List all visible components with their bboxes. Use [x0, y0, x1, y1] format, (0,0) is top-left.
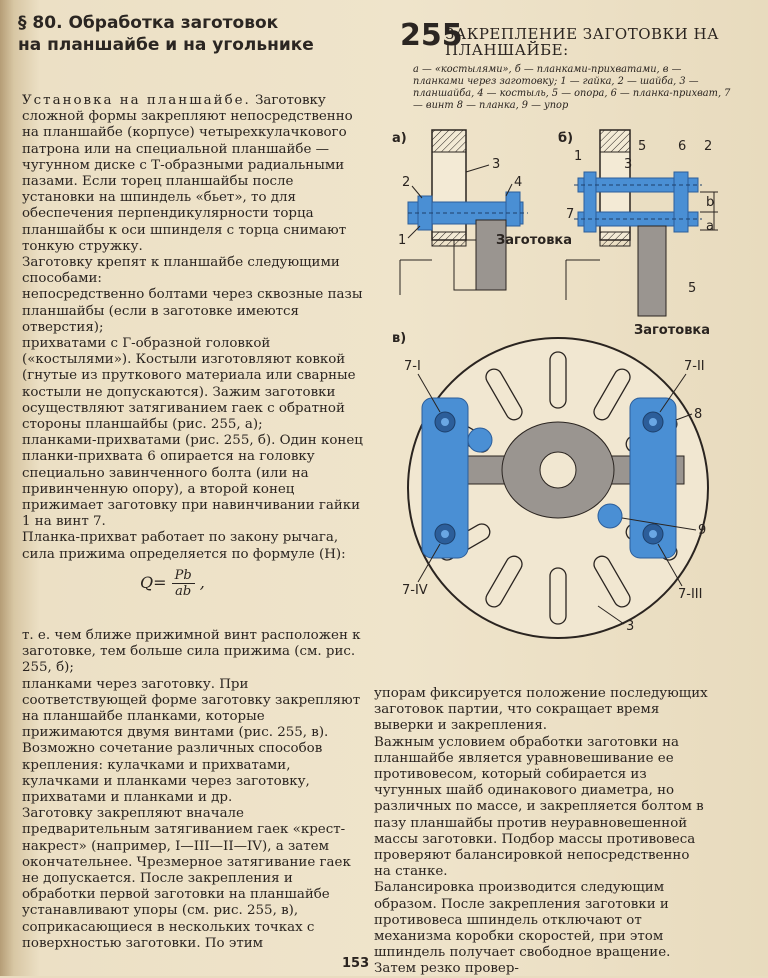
paragraph: прихватами с Г-образной головкой («костылями»). Костыли изготовляют ковкой (гнутые из пруткового материала или сварные костыли не допускаются). Зажим заготовки осуществляют затягиванием гаек с обратной стороны планшайбы (рис. 255, а); — [22, 336, 356, 433]
workpiece-label-b: Заготовка — [634, 323, 711, 338]
part-7-I: 7-I — [404, 359, 421, 374]
part-5b-b: 5 — [688, 281, 697, 296]
diagram-b — [558, 130, 718, 338]
paragraph: упорам фиксируется положение последующих заготовок партии, что сокращает время выверки и закрепления. — [374, 686, 708, 734]
part-2-b: 2 — [704, 139, 713, 154]
faceplate-a-hatch-lower — [432, 232, 466, 246]
part-3-a: 3 — [492, 157, 501, 172]
paragraph: планками через заготовку. При соответствующей форме заготовку закрепляют на планшайбе планками, которые прижимаются двумя винтами (рис. 255, в). — [22, 676, 361, 741]
paragraph: Балансировка производится следующим образом. После закрепления заготовки и противовеса шпиндель отключают от механизма коробки скоростей, при этом шпиндель получает свободное вращение. Затем резко провер- — [374, 880, 671, 977]
stop-upper — [468, 428, 492, 452]
part-7-II: 7-II — [684, 359, 705, 374]
formula-lhs: Q= — [140, 573, 167, 592]
dim-a: a — [706, 219, 714, 234]
part-6-b: 6 — [678, 139, 687, 154]
part-1-a: 1 — [398, 233, 407, 248]
paragraph: планками-прихватами (рис. 255, б). Один конец планки-прихвата 6 опирается на головку специально завинченного болта (или на привинченную опору), а второй конец прижимает заготовку при навинчивании гайки 1 на винт 7. — [22, 433, 363, 530]
support-b — [674, 172, 688, 232]
part-7-III: 7-III — [678, 587, 703, 602]
part-7-IV: 7-IV — [402, 583, 428, 598]
paragraph: Возможно сочетание различных способов крепления: кулачками и прихватами, кулачками и планками через заготовку, прихватами и планками и др. — [22, 741, 323, 806]
formula-fraction — [172, 568, 195, 599]
nut-b — [584, 172, 596, 232]
faceplate-a-hatch — [432, 130, 466, 152]
part-8: 8 — [694, 407, 703, 422]
part-2-a: 2 — [402, 175, 411, 190]
dog-head-a — [506, 192, 520, 226]
figure-255-drawing — [388, 120, 728, 640]
label-b: б) — [558, 131, 574, 146]
paragraph: Планка-прихват работает по закону рычага, сила прижима определяется по формуле (H): — [22, 530, 346, 562]
heading-line-2: на планшайбе и на угольнике — [18, 35, 314, 55]
paragraph: Заготовку закрепляют вначале предварительным затягиванием гаек «крест-накрест» (например, I—III—II—IV), а затем окончательнее. Чрезмерное затягивание гаек не допускается. После закрепления и обработки первой заготовки на планшайбе устанавливают упоры (см. рис. 255, в), соприкасающиеся в нескольких точках с поверхностью заготовки. По этим — [22, 806, 351, 951]
workpiece-label-a: Заготовка — [496, 233, 573, 248]
diagram-a — [392, 130, 575, 295]
figure-caption: а — «костылями», б — планками-прихватами, в — планками через заготовку; 1 — гайка, 2 — шайба, 3 — планшайба, 4 — костыль, 5 — опора, 6 — планка-прихват, 7 — винт 8 — планка, 9 — упор — [413, 64, 731, 111]
formula-denominator: ab — [175, 584, 192, 599]
right-column-lower — [374, 686, 710, 978]
part-3-b: 3 — [624, 157, 633, 172]
spindle-a — [454, 240, 476, 290]
part-1-b: 1 — [574, 149, 583, 164]
part-4-a: 4 — [514, 175, 523, 190]
section-heading — [18, 12, 358, 56]
dim-b: b — [706, 195, 715, 210]
part-3-v: 3 — [626, 619, 635, 634]
page-number: 153 — [342, 956, 370, 971]
paragraph: т. е. чем ближе прижимной винт расположен к заготовке, тем больше сила прижима (см. рис. 255, б); — [22, 628, 361, 676]
paragraph: Заготовку крепят к планшайбе следующими способами: — [22, 255, 340, 287]
subsection-title: Установка на планшайбе. — [22, 93, 251, 108]
workpiece-b — [638, 226, 666, 316]
lever-formula — [140, 568, 205, 599]
figure-title: ЗАКРЕПЛЕНИЕ ЗАГОТОВКИ НА ПЛАНШАЙБЕ: — [445, 25, 719, 59]
stop-lower — [598, 504, 622, 528]
heading-line-1: § 80. Обработка заготовок — [18, 13, 279, 33]
figure-number: 255 — [400, 18, 463, 53]
paragraph — [22, 93, 368, 255]
paragraph-text: Заготовку сложной формы закрепляют непосредственно на планшайбе (корпусе) четырехкулачкового патрона или на специальной планшайбе — чугунном диске с Т-образными радиальными пазами. Если торец планшайбы после установки на шпиндель «бьет», то для обеспечения перпендикулярности торца планшайбы к оси шпинделя с торца снимают тонкую стружку. — [22, 93, 353, 254]
left-column-lower — [22, 628, 368, 952]
paragraph: Важным условием обработки заготовки на планшайбе является уравновешивание ее противовесом, который собирается из чугунных шайб одинакового диаметра, но различных по массе, и закрепляется болтом в пазу планшайбы против неуравновешенной массы заготовки. Подбор массы противовеса проверяют балансировкой непосредственно на станке. — [374, 734, 704, 880]
part-9: 9 — [698, 523, 707, 538]
diagram-v — [392, 331, 708, 638]
center-bore — [540, 452, 576, 488]
formula-numerator: Pb — [172, 568, 195, 584]
part-5-b: 5 — [638, 139, 647, 154]
workpiece-a — [476, 220, 506, 290]
label-v: в) — [392, 331, 407, 346]
paragraph: непосредственно болтами через сквозные пазы планшайбы (если в заготовке имеются отверстия); — [22, 287, 363, 335]
label-a: а) — [392, 131, 407, 146]
formula-tail: , — [199, 573, 205, 592]
part-7-b: 7 — [566, 207, 575, 222]
left-column-upper — [22, 93, 368, 563]
